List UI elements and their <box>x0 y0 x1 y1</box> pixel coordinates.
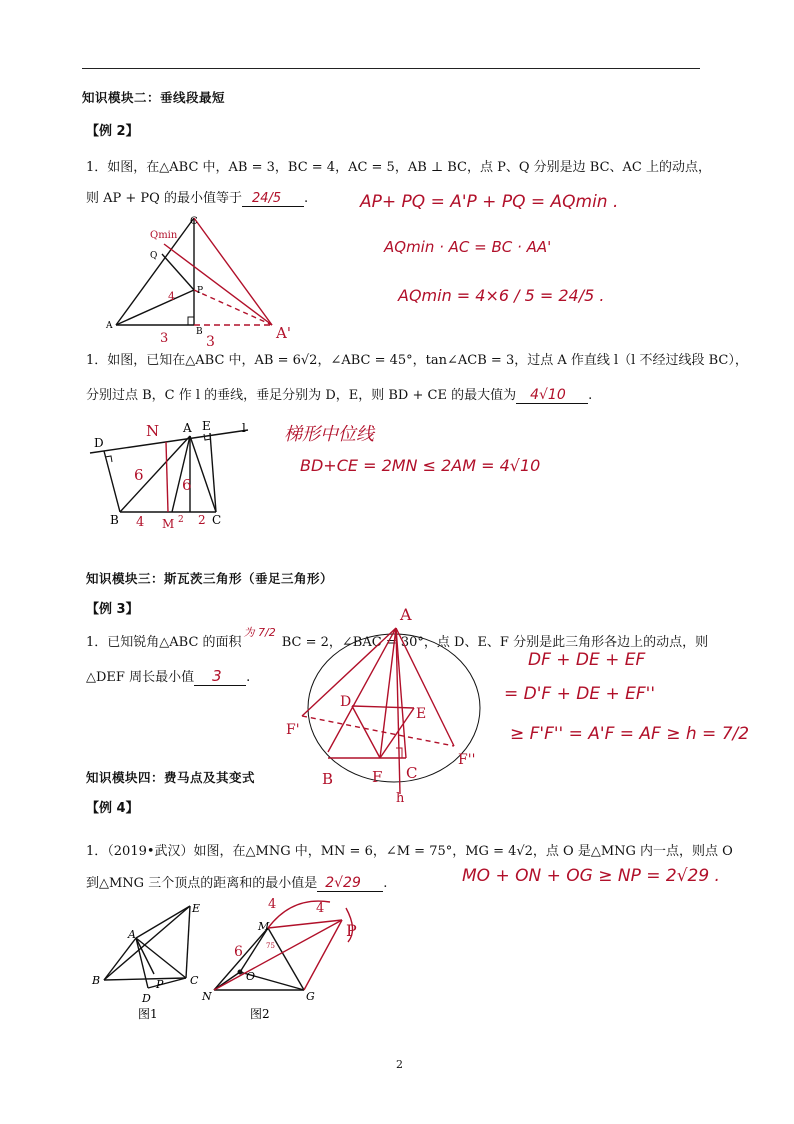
q4-1-line2 <box>86 872 387 892</box>
q2-1-period: . <box>303 191 309 206</box>
fig-perp-aq <box>164 244 272 325</box>
q2-1-work-line1: AP+ PQ = A'P + PQ = AQmin . <box>360 192 619 212</box>
fig-label-e: E <box>202 419 211 433</box>
q4-1-work: MO + ON + OG ≥ NP = 2√29 . <box>462 866 720 886</box>
q3-1-answer-blank <box>194 667 246 686</box>
fig-segment-pq <box>162 254 194 290</box>
fig-seg-fpfpp <box>302 716 454 746</box>
fig-seg-de <box>352 706 414 708</box>
fig-label-d: D <box>340 694 352 710</box>
fig-label-e: E <box>416 706 427 722</box>
fig-label-h: h <box>396 791 405 806</box>
fig-seg-afpp <box>396 628 454 746</box>
fig-label-c: C <box>406 764 418 782</box>
fig1-label-p: P <box>156 978 164 991</box>
q2-1-answer-blank <box>242 191 304 207</box>
fig1-caption: 图1 <box>138 1007 158 1021</box>
header-rule <box>82 68 700 69</box>
q3-1-work-line2: = D'F + DE + EF'' <box>504 684 655 704</box>
q4-1-stem: 到△MNG 三个顶点的距离和的最小值是 <box>86 876 318 891</box>
q3-1-stem2: △DEF 周长最小值 <box>86 670 195 685</box>
q2-1-work-line2: AQmin · AC = BC · AA' <box>384 238 552 256</box>
page-number: 2 <box>396 1058 403 1071</box>
fig-label-fdoubleprime: F'' <box>458 752 476 768</box>
fig1-seg-ap <box>136 938 154 974</box>
q4-1-figure2 <box>196 890 376 1022</box>
example3-label: 【例 3】 <box>86 602 139 617</box>
fig-label-q: Q <box>150 251 158 261</box>
fig2-label-six: 6 <box>234 944 243 960</box>
fig-label-f: F <box>372 768 383 786</box>
q2-1-line1: 1．如图，在△ABC 中，AB = 3，BC = 4，AC = 5，AB ⊥ BC，点 P、Q 分别是边 BC、AC 上的动点， <box>86 160 712 175</box>
q3-1-stem: 1．已知锐角△ABC 的面积 <box>86 635 242 650</box>
q2-2-answer-blank <box>516 387 588 404</box>
fig-seg-mn <box>166 442 168 512</box>
q2-2-work-line2: BD+CE = 2MN ≤ 2AM = 4√10 <box>300 456 541 475</box>
fig-side-ac <box>190 436 216 512</box>
fig-label-p: P <box>197 286 204 296</box>
q4-1-answer: 2√29 <box>325 875 361 891</box>
q2-2-line1: 1．如图，已知在△ABC 中，AB = 6√2，∠ABC = 45°，tan∠ACB = 3，过点 A 作直线 l（l 不经过线段 BC）， <box>86 353 748 368</box>
fig2-label-o: O <box>246 970 256 983</box>
q3-1-answer: 3 <box>212 667 222 685</box>
section3-heading: 知识模块三：斯瓦茨三角形（垂足三角形） <box>86 571 334 586</box>
fig2-label-g: G <box>306 990 315 1003</box>
fig-label-b: B <box>196 327 203 337</box>
q3-1-figure <box>282 605 492 806</box>
q2-1-stem: 则 AP + PQ 的最小值等于 <box>86 191 242 206</box>
q2-2-line2 <box>86 384 592 404</box>
fig-seg-df <box>352 706 380 758</box>
fig-label-n: N <box>146 422 160 440</box>
fig-label-two-b: 2 <box>198 513 206 527</box>
fig1-label-e: E <box>192 902 201 915</box>
fig-label-d: D <box>94 436 104 450</box>
q3-1-work-line3: ≥ F'F'' = A'F = AF ≥ h = 7/2 <box>510 724 750 744</box>
fig-label-c: C <box>190 216 198 227</box>
fig1-label-c: C <box>190 974 199 987</box>
fig-label-l: l <box>242 421 246 435</box>
fig-seg-ce <box>210 433 216 512</box>
fig2-seg-om <box>240 928 268 972</box>
fig-label-four: 4 <box>136 515 145 530</box>
fig-side-ca <box>194 218 272 325</box>
fig-label-a: A <box>400 605 412 624</box>
fig-label-m: M <box>162 517 175 531</box>
q2-2-figure <box>86 418 276 530</box>
fig-label-b: B <box>110 513 119 527</box>
fig-label-a: A <box>106 321 113 331</box>
q2-1-figure <box>96 210 296 350</box>
fig-label-two-a: 2 <box>178 515 184 525</box>
q2-2-stem: 分别过点 B，C 作 l 的垂线，垂足分别为 D，E，则 BD + CE 的最大值为 <box>86 388 517 403</box>
q2-1-line2 <box>86 187 308 207</box>
q2-2-period: . <box>588 388 593 403</box>
fig-line-l <box>90 430 248 453</box>
q3-1-line2 <box>86 666 250 686</box>
q2-2-work-line1: 梯形中位线 <box>284 424 374 445</box>
q3-1-work-line1: DF + DE + EF <box>528 650 646 670</box>
q2-1-answer: 24/5 <box>251 191 282 206</box>
fig-label-four: 4 <box>168 290 175 303</box>
fig-side-ab <box>328 628 396 752</box>
q2-2-answer: 4√10 <box>530 387 566 403</box>
fig-label-six-left: 6 <box>134 466 144 484</box>
fig-seg-am <box>172 436 190 512</box>
example2-label: 【例 2】 <box>86 124 139 139</box>
fig1-label-a: A <box>128 928 136 941</box>
fig-label-c: C <box>212 513 222 527</box>
fig1-side-ba <box>104 938 136 980</box>
fig1-seg-ec <box>186 906 190 978</box>
fig-label-fprime: F' <box>286 722 300 738</box>
fig-label-three-right: 3 <box>206 334 215 350</box>
fig-label-b: B <box>322 770 334 788</box>
fig2-label-n: N <box>202 990 212 1003</box>
fig1-seg-ae <box>136 906 190 938</box>
fig-label-six-right: 6 <box>182 476 192 494</box>
fig-label-three-left: 3 <box>160 331 169 346</box>
fig1-seg-dc <box>148 978 186 988</box>
q3-1-period: . <box>246 670 251 685</box>
section4-heading: 知识模块四：费马点及其变式 <box>86 770 256 785</box>
fig2-label-angle: 75 <box>266 942 275 950</box>
q4-1-line1: 1．（2019•武汉）如图，在△MNG 中，MN = 6，∠M = 75°，MG = 4√2，点 O 是△MNG 内一点，则点 O <box>86 844 733 859</box>
fig2-point-o <box>238 970 243 975</box>
q2-1-work-line3: AQmin = 4×6 / 5 = 24/5 . <box>398 286 605 305</box>
fig-right-angle <box>188 317 194 325</box>
fig-label-qmin: Qmin <box>150 230 178 241</box>
fig2-label-p: P <box>346 921 357 940</box>
fig2-label-four-b: 4 <box>316 901 325 916</box>
q3-1-area-note: 为 7/2 <box>243 626 276 639</box>
fig1-label-d: D <box>142 992 151 1005</box>
fig2-caption: 图2 <box>250 1007 270 1021</box>
fig-segment-ap <box>116 290 194 325</box>
q3-1-stem-cont: BC = 2，∠BAC = 30°，点 D、E、F 分别是此三角形各边上的动点，则 <box>281 635 709 650</box>
fig1-seg-be <box>104 906 190 980</box>
fig2-label-m: M <box>258 920 270 933</box>
fig-label-a: A <box>183 421 192 435</box>
q4-1-period: . <box>383 876 388 891</box>
fig-label-aprime: A' <box>276 324 291 342</box>
example4-label: 【例 4】 <box>86 801 139 816</box>
section2-heading: 知识模块二：垂线段最短 <box>82 90 226 105</box>
fig1-label-b: B <box>92 974 101 987</box>
fig2-label-four-a: 4 <box>268 897 277 912</box>
